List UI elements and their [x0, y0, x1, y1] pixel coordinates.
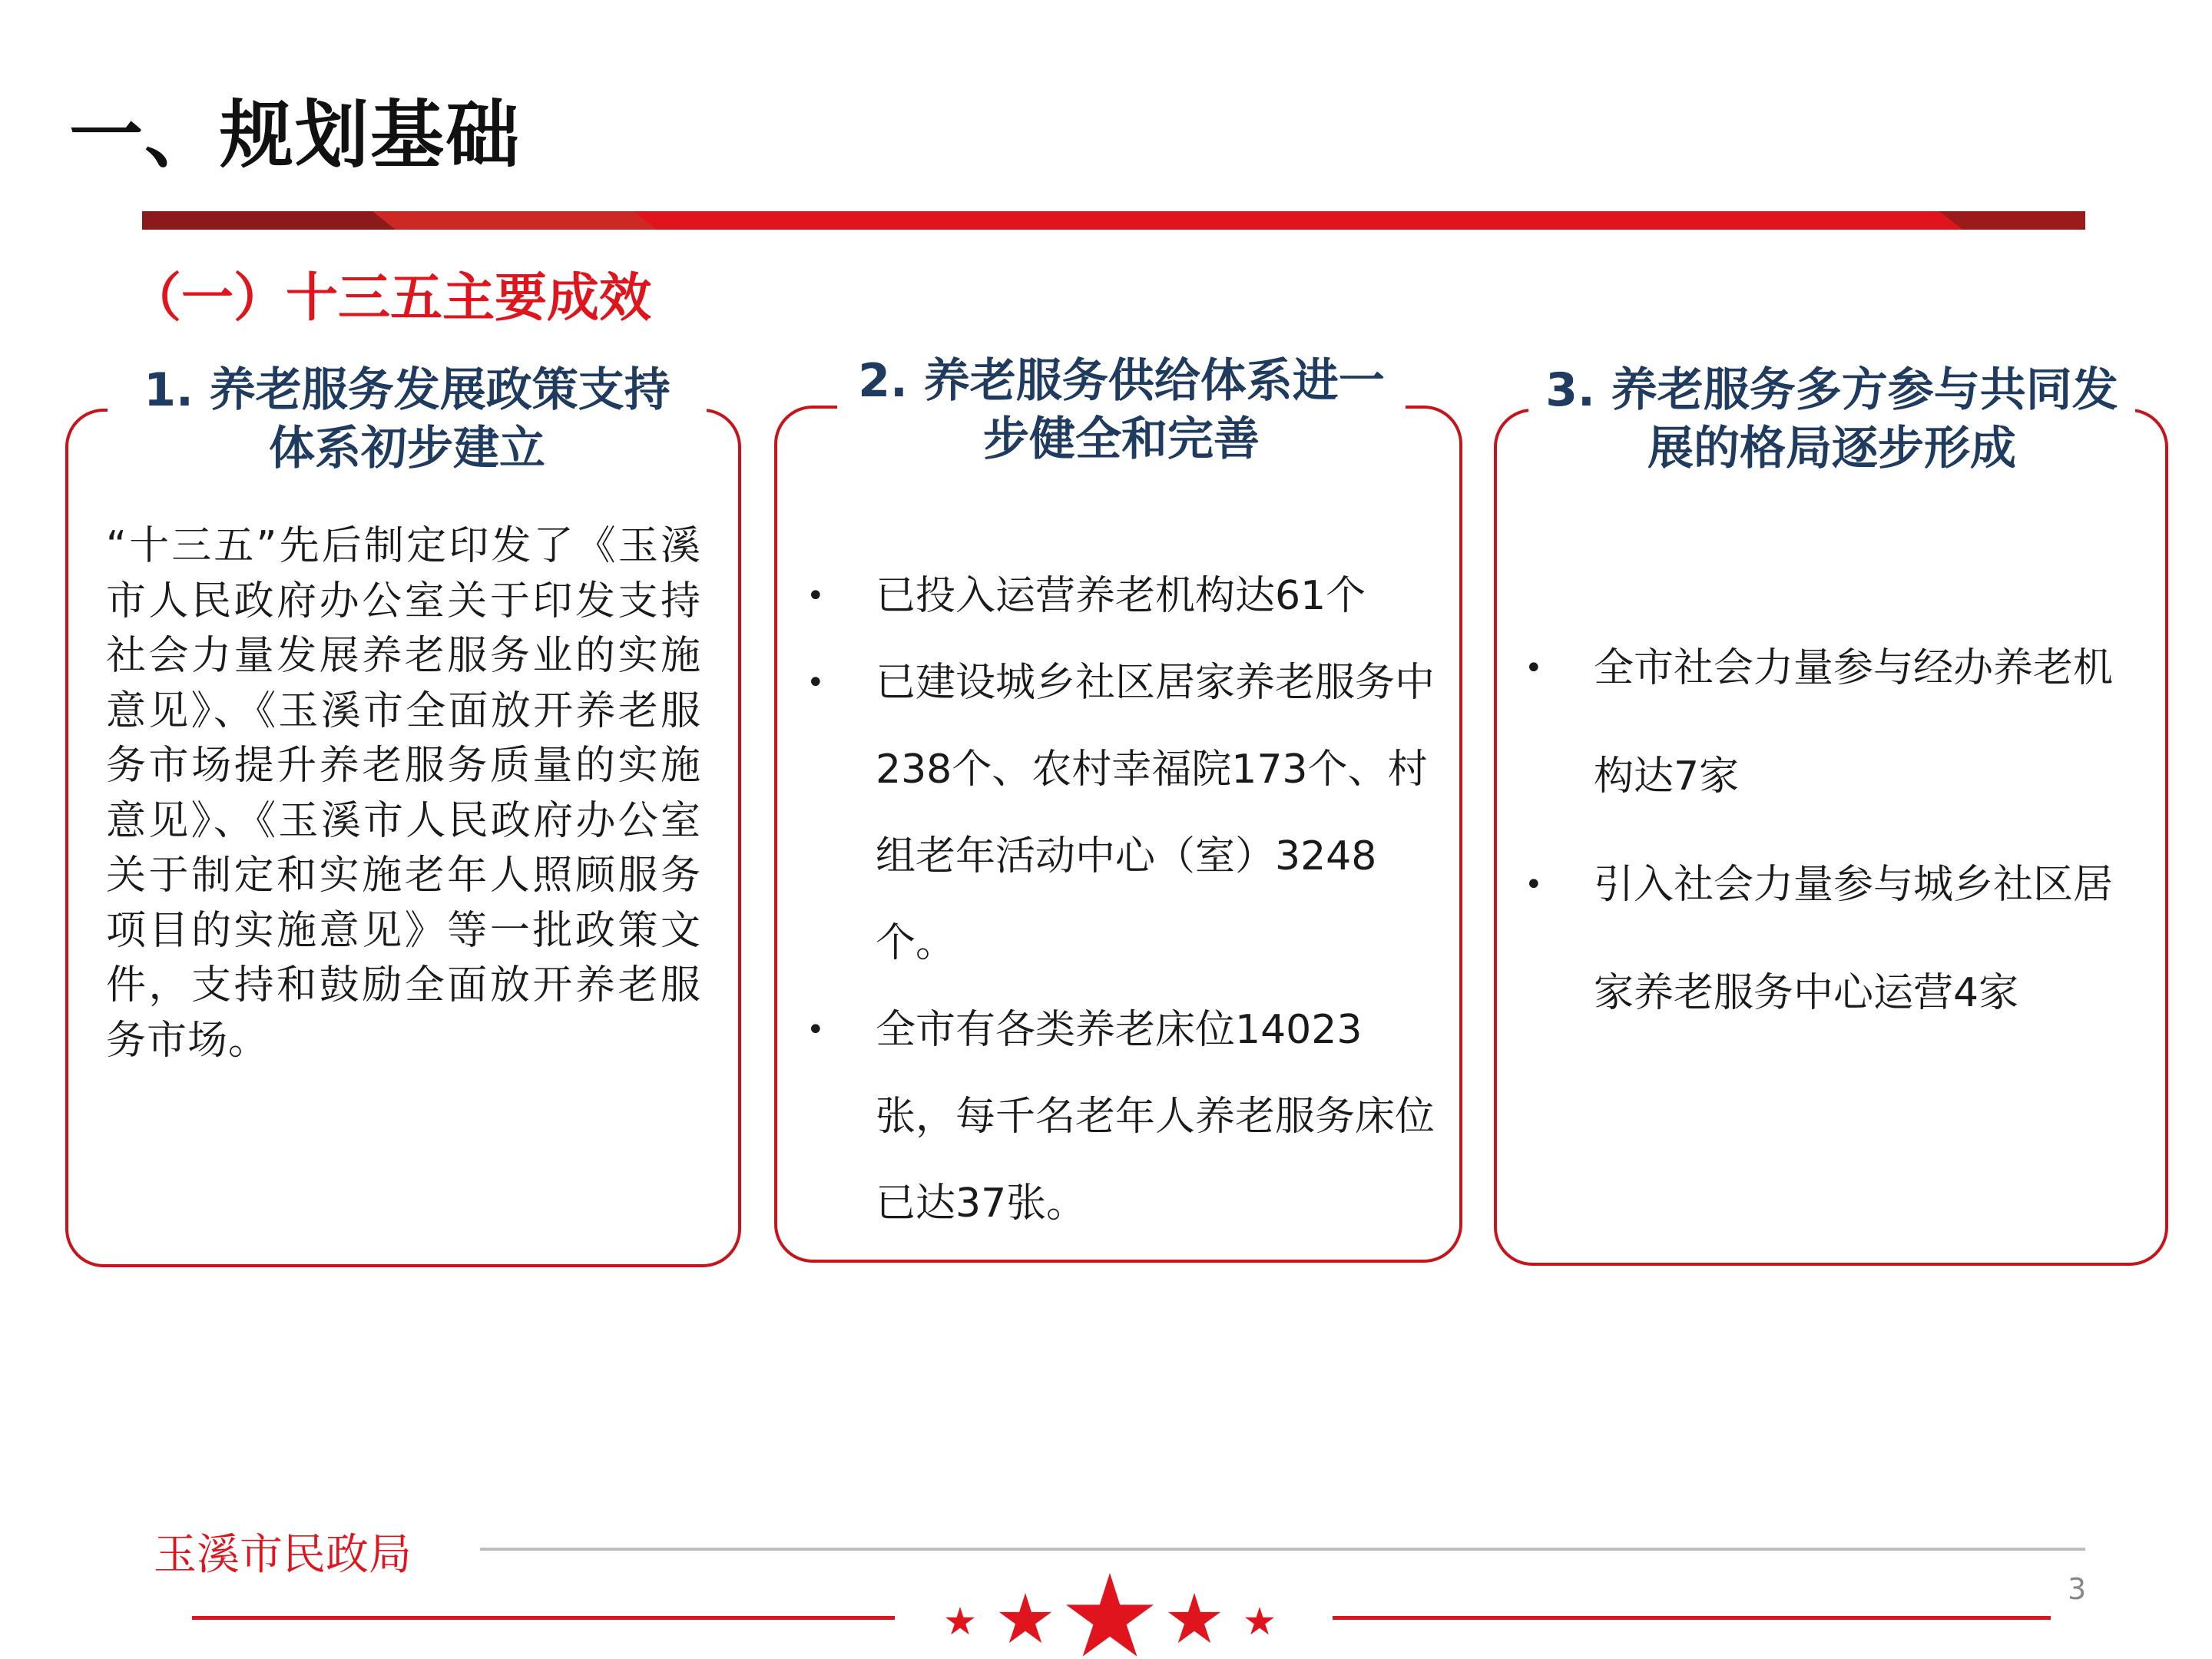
list-item-text: 已投入运营养老机构达61个 — [876, 573, 1366, 619]
list-item — [1525, 831, 2139, 1048]
star-row-icon — [929, 1567, 1290, 1659]
bullet-icon: • — [806, 665, 825, 700]
list-item — [1525, 614, 2139, 831]
page-number: 3 — [2068, 1572, 2087, 1606]
title-underline-bar — [142, 211, 2085, 230]
footer-red-line-left — [192, 1616, 895, 1620]
footer-divider — [480, 1548, 2085, 1551]
footer-organization: 玉溪市民政局 — [154, 1530, 412, 1580]
footer-red-line-right — [1333, 1616, 2051, 1620]
star-icon — [945, 1607, 975, 1634]
page-title: 一、规划基础 — [69, 92, 521, 178]
card-heading-participation: 3. 养老服务多方参与共同发展的格局逐步形成 — [1528, 361, 2135, 478]
bullet-icon: • — [806, 578, 825, 614]
list-item-text: 全市社会力量参与经办养老机构达7家 — [1594, 645, 2114, 800]
card-bullet-list-supply — [806, 553, 1436, 1247]
card-heading-supply: 2. 养老服务供给体系进一步健全和完善 — [837, 352, 1406, 469]
list-item — [806, 987, 1436, 1247]
star-icon — [999, 1593, 1051, 1643]
star-icon — [1168, 1593, 1220, 1643]
bullet-icon: • — [806, 1012, 825, 1048]
card-bullet-list-participation — [1525, 614, 2139, 1048]
bullet-icon: • — [1525, 651, 1543, 686]
list-item-text: 引入社会力量参与城乡社区居家养老服务中心运营4家 — [1594, 862, 2114, 1016]
star-icon — [1066, 1573, 1154, 1657]
section-subtitle: （一）十三五主要成效 — [129, 268, 652, 329]
star-icon — [1245, 1607, 1274, 1634]
list-item — [806, 640, 1436, 987]
list-item — [806, 553, 1436, 640]
list-item-text: 全市有各类养老床位14023张，每千名老年人养老服务床位已达37张。 — [876, 1007, 1435, 1227]
bullet-icon: • — [1525, 867, 1543, 902]
card-paragraph-policy: “十三五”先后制定印发了《玉溪市人民政府办公室关于印发支持社会力量发展养老服务业的实施意见》、《玉溪市全面放开养老服务市场提升养老服务质量的实施意见》、《玉溪市人民政府办公室关于制定和实施老年人照顾服务项目的实施意见》等一批政策文件，支持和鼓励全面放开养老服务市场。 — [106, 523, 701, 1064]
list-item-text: 已建设城乡社区居家养老服务中238个、农村幸福院173个、村组老年活动中心（室）3248个。 — [876, 660, 1435, 966]
card-heading-policy: 1. 养老服务发展政策支持体系初步建立 — [108, 361, 707, 478]
